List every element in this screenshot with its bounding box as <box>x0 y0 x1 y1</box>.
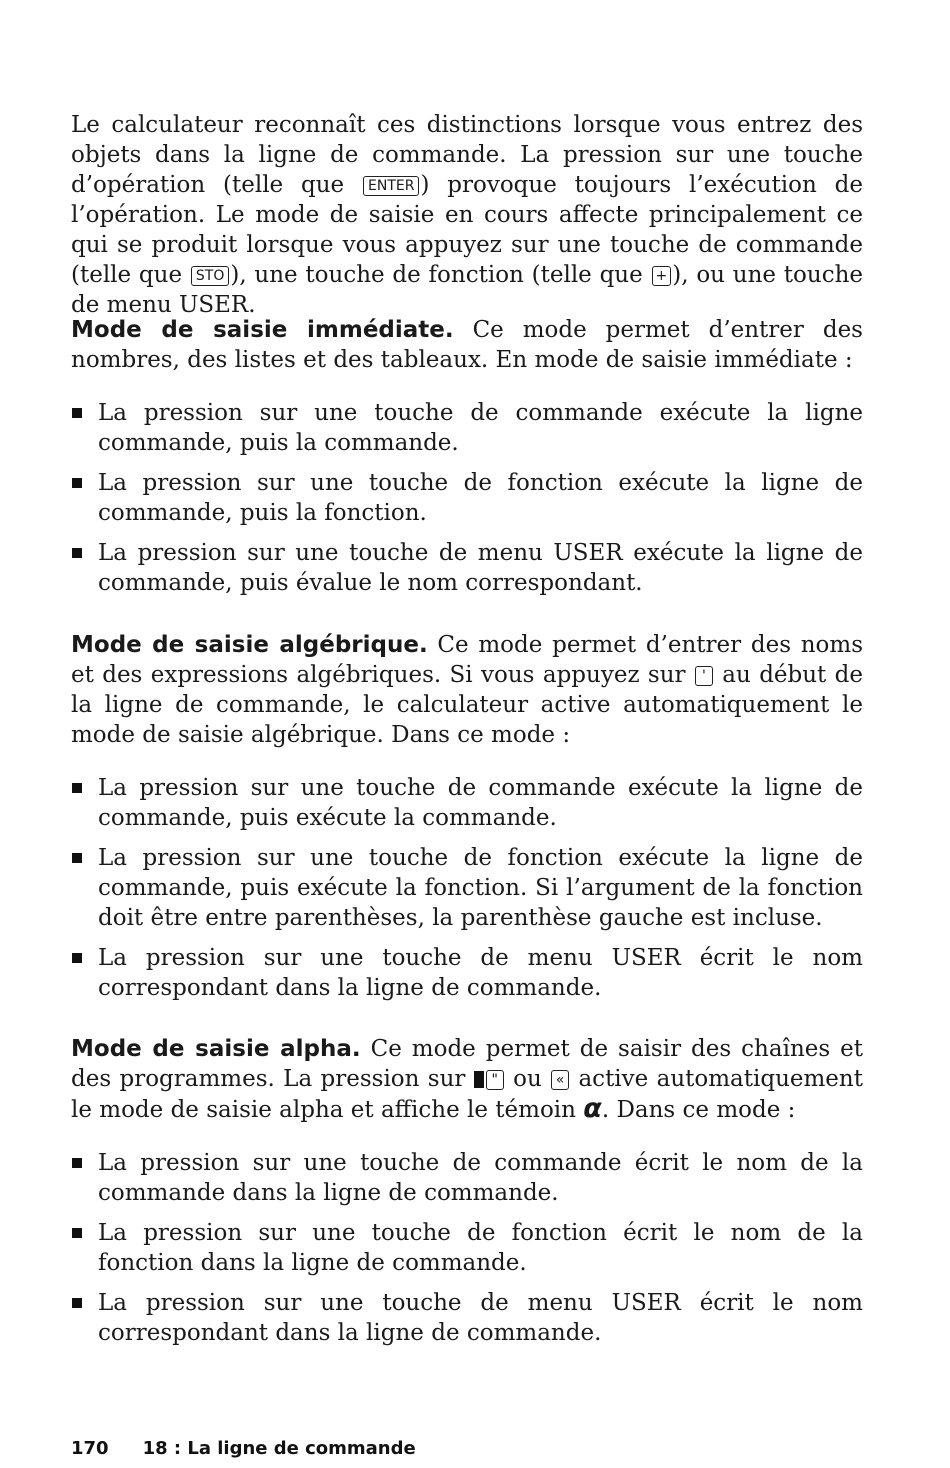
immediate-mode-text: Ce mode permet d’entrer des nombres, des listes et des tableaux. En mode de saisie immédiate : <box>71 317 863 373</box>
list-item: La pression sur une touche de fonction écrit le nom de la fonction dans la ligne de commande. <box>71 1218 863 1278</box>
left-shift-key-icon <box>474 1071 484 1088</box>
immediate-mode-list <box>71 398 863 598</box>
immediate-mode-section <box>71 315 863 608</box>
list-item: La pression sur une touche de commande écrit le nom de la commande dans la ligne de commande. <box>71 1148 863 1208</box>
list-item: La pression sur une touche de fonction exécute la ligne de commande, puis exécute la fonction. Si l’argument de la fonction doit être entre parenthèses, la parenthèse gauche est incluse. <box>71 843 863 933</box>
alpha-text-4: . Dans ce mode : <box>601 1097 796 1123</box>
bullet-icon <box>72 548 82 558</box>
alpha-mode-list <box>71 1148 863 1348</box>
algebraic-mode-list <box>71 773 863 1003</box>
list-item: La pression sur une touche de menu USER exécute la ligne de commande, puis évalue le nom correspondant. <box>71 538 863 598</box>
bullet-icon <box>72 853 82 863</box>
intro-paragraph <box>71 110 863 320</box>
algebraic-text-1: Ce mode permet d’entrer des noms et des expressions algébriques. Si vous appuyez sur <box>71 632 863 688</box>
alpha-text-2: ou <box>504 1066 551 1092</box>
list-item: La pression sur une touche de menu USER écrit le nom correspondant dans la ligne de commande. <box>71 943 863 1003</box>
plus-key-icon: + <box>652 266 672 286</box>
bullet-icon <box>72 408 82 418</box>
chapter-title: 18 : La ligne de commande <box>142 1438 416 1459</box>
alpha-indicator-icon: α <box>583 1093 602 1124</box>
algebraic-text-2: au début de la ligne de commande, le calculateur active automatiquement le mode de saisie algébrique. Dans ce mode : <box>71 662 864 748</box>
algebraic-mode-heading: Mode de saisie algébrique. <box>71 632 428 658</box>
tick-key-icon: ' <box>695 666 713 686</box>
alpha-text-1: Ce mode permet de saisir des chaînes et des programmes. La pression sur <box>71 1036 864 1092</box>
list-item: La pression sur une touche de fonction exécute la ligne de commande, puis la fonction. <box>71 468 863 528</box>
list-item: La pression sur une touche de commande exécute la ligne commande, puis la commande. <box>71 398 863 458</box>
intro-text-4: ), ou une touche de menu USER. <box>71 262 863 318</box>
intro-text-2: ) provoque toujours l’exécution de l’opération. Le mode de saisie en cours affecte principalement ce qui se produit lorsque vous appuyez sur une touche de commande (telle que <box>71 172 863 288</box>
page-footer <box>71 1434 416 1464</box>
quote-key-icon: " <box>486 1070 504 1090</box>
list-item: La pression sur une touche de menu USER écrit le nom correspondant dans la ligne de commande. <box>71 1288 863 1348</box>
bullet-icon <box>72 478 82 488</box>
intro-text-1: Le calculateur reconnaît ces distinctions lorsque vous entrez des objets dans la ligne de commande. La pression sur une touche d’opération (telle que <box>71 112 863 198</box>
bullet-icon <box>72 1298 82 1308</box>
intro-text-3: ), une touche de fonction (telle que <box>230 262 651 288</box>
program-key-icon: « <box>551 1070 569 1090</box>
page-number: 170 <box>71 1438 109 1459</box>
immediate-mode-heading: Mode de saisie immédiate. <box>71 317 454 343</box>
alpha-text-3: active automatiquement le mode de saisie alpha et affiche le témoin <box>71 1066 863 1123</box>
enter-key-icon: ENTER <box>363 176 419 196</box>
sto-key-icon: STO <box>191 266 229 286</box>
list-item: La pression sur une touche de commande exécute la ligne de commande, puis exécute la commande. <box>71 773 863 833</box>
bullet-icon <box>72 1228 82 1238</box>
bullet-icon <box>72 1158 82 1168</box>
bullet-icon <box>72 783 82 793</box>
bullet-icon <box>72 953 82 963</box>
alpha-mode-section <box>71 1034 863 1358</box>
algebraic-mode-section <box>71 630 863 1013</box>
alpha-mode-heading: Mode de saisie alpha. <box>71 1036 361 1062</box>
